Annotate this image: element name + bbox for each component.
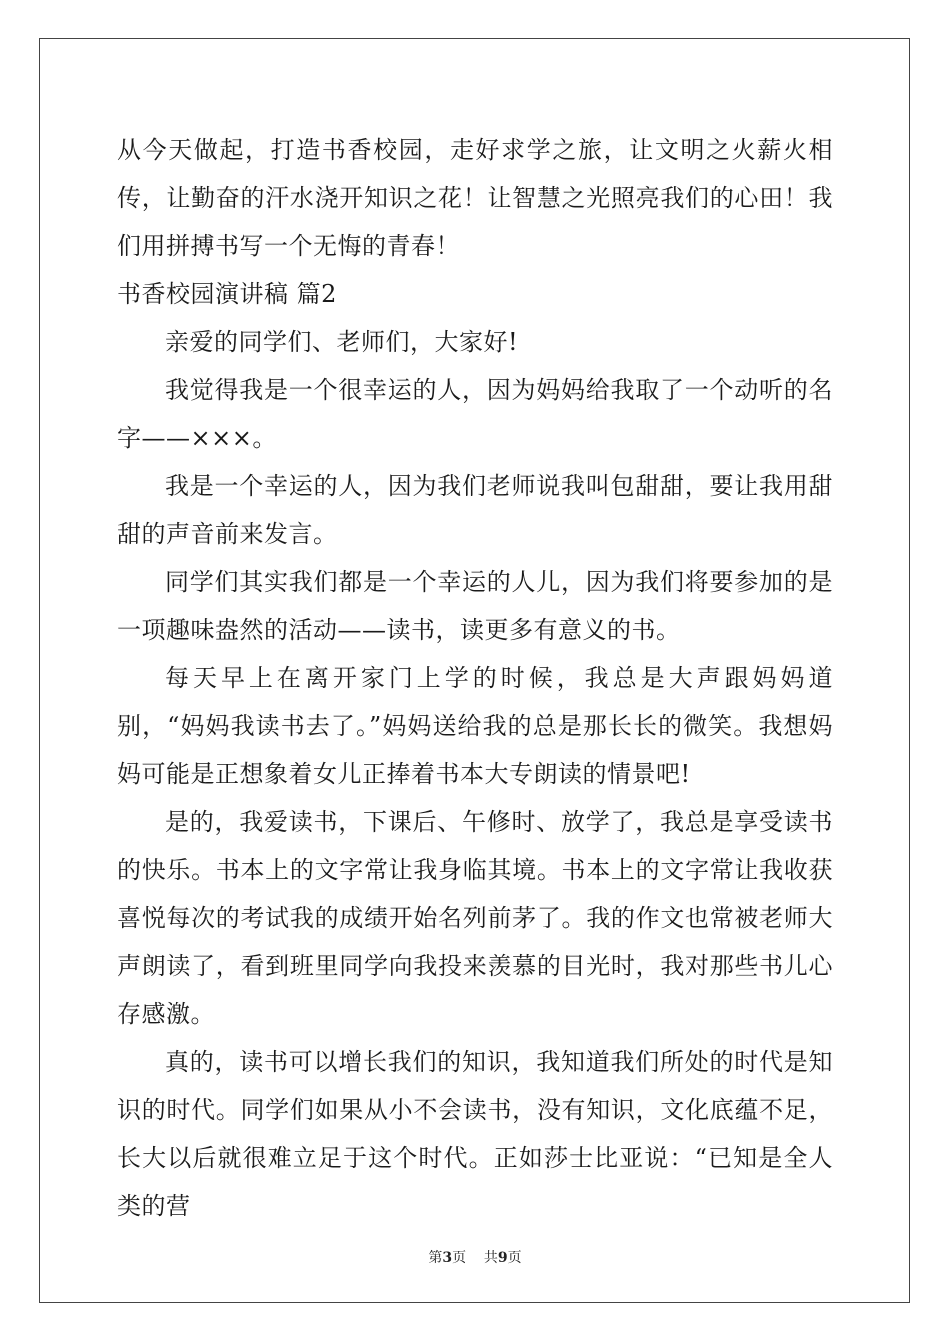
footer-total-suffix: 页 <box>507 1250 522 1266</box>
footer-page-prefix: 第 <box>428 1250 443 1266</box>
footer-page-current: 3 <box>442 1250 453 1266</box>
opening-paragraph: 从今天做起，打造书香校园，走好求学之旅，让文明之火薪火相传，让勤奋的汗水浇开知识之花！让智慧之光照亮我们的心田！我们用拼搏书写一个无悔的青春！ <box>117 136 833 260</box>
paragraph-morning: 每天早上在离开家门上学的时候，我总是大声跟妈妈道别，“妈妈我读书去了。”妈妈送给我的总是那长长的微笑。我想妈妈可能是正想象着女儿正捧着书本大专朗读的情景吧! <box>117 664 833 788</box>
paragraph-activity: 同学们其实我们都是一个幸运的人儿，因为我们将要参加的是一项趣味盎然的活动——读书，读更多有意义的书。 <box>117 568 833 644</box>
paragraph-lucky: 我是一个幸运的人，因为我们老师说我叫包甜甜，要让我用甜甜的声音前来发言。 <box>117 472 833 548</box>
paragraph-name: 我觉得我是一个很幸运的人，因为妈妈给我取了一个动听的名字——×××。 <box>117 376 833 452</box>
document-body <box>117 126 833 1230</box>
footer-total-prefix: 共 <box>483 1250 498 1266</box>
section-title: 书香校园演讲稿 篇2 <box>117 280 337 308</box>
paragraph-knowledge: 真的，读书可以增长我们的知识，我知道我们所处的时代是知识的时代。同学们如果从小不会读书，没有知识，文化底蕴不足，长大以后就很难立足于这个时代。正如莎士比亚说：“已知是全人类的营 <box>117 1048 833 1220</box>
paragraph-greeting: 亲爱的同学们、老师们，大家好! <box>165 328 519 356</box>
footer-page-suffix: 页 <box>452 1250 467 1266</box>
footer-page-total: 9 <box>497 1250 508 1266</box>
paragraph-love-reading: 是的，我爱读书，下课后、午修时、放学了，我总是享受读书的快乐。书本上的文字常让我身临其境。书本上的文字常让我收获喜悦每次的考试我的成绩开始名列前茅了。我的作文也常被老师大声朗读了，看到班里同学向我投来羡慕的目光时，我对那些书儿心存感激。 <box>117 808 833 1028</box>
page-footer <box>0 1247 950 1267</box>
